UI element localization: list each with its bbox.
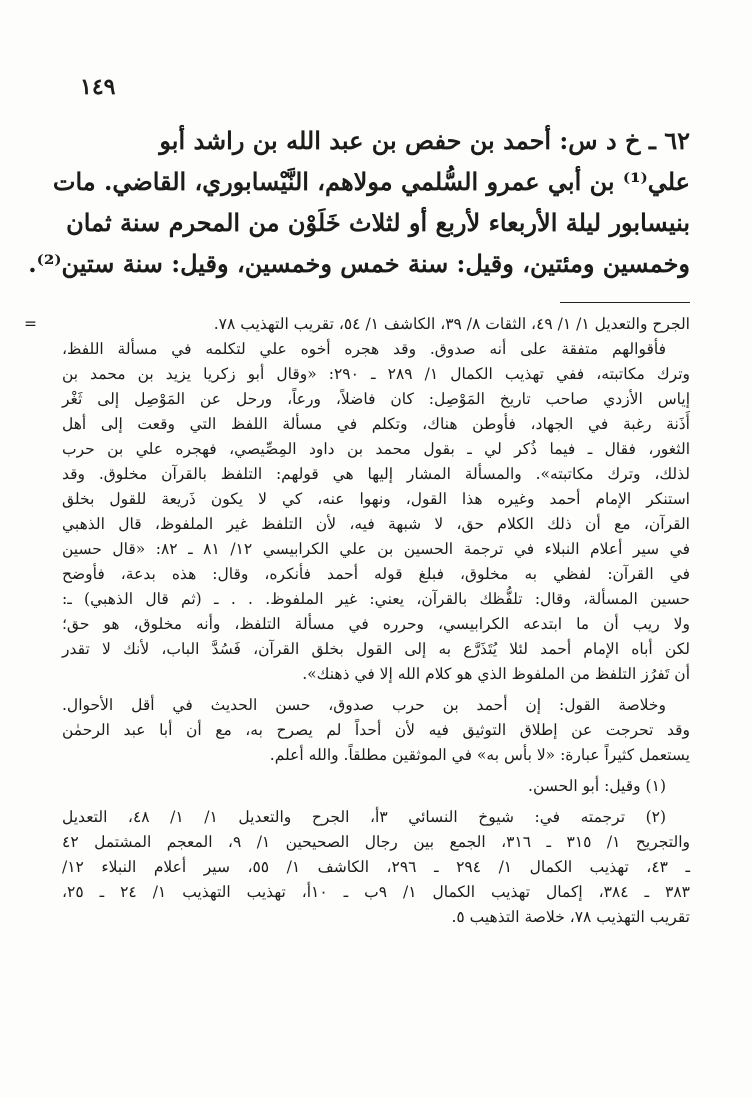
- footnotes-section: [24, 312, 691, 930]
- footnote-separator: [560, 302, 690, 303]
- footnote-line: لذلك، وترك مكاتبته». والمسألة المشار إليها هي قولهم: التلفظ بالقرآن مخلوق. وقد: [62, 465, 690, 483]
- footnote-2-line: والتجريح ١/ ٣١٥ ـ ٣١٦، الجمع بين رجال الصحيحين ١/ ٩، المعجم المشتمل ٤٢: [62, 833, 690, 851]
- footnote-line: ولا ريب أن ما ابتدعه الكرابيسي، وحرره في مسألة التلفظ، وأنه مخلوق، هو حق؛: [62, 615, 690, 633]
- entry-line: بنيسابور ليلة الأربعاء لأربع أو لثلاث خَلَوْن من المحرم سنة ثمان: [66, 208, 690, 237]
- entry-line: ٦٢ ـ خ د س: أحمد بن حفص بن عبد الله بن راشد أبو: [159, 126, 690, 155]
- footnote-2: [62, 805, 690, 930]
- footnote-line: فأقوالهم متفقة على أنه صدوق. وقد هجره أخوه علي لتكلمه في مسألة اللفظ،: [62, 340, 666, 358]
- footnote-2-line: ٣٨٣ ـ ٣٨٤، إكمال تهذيب الكمال ١/ ٩ب ـ ١٠أ، تهذيب التهذيب ١/ ٢٤ ـ ٢٥،: [62, 883, 690, 901]
- summary-line: يستعمل كثيراً عبارة: «لا بأس به» في الموثقين مطلقاً. والله أعلم.: [269, 746, 690, 764]
- footnote-line: الثغور، فقال ـ فيما ذُكر لي ـ بقول محمد بن داود المِصِّيصي، فهجره علي بن حرب: [62, 440, 690, 458]
- footnote-line: لكن أباه الإمام أحمد لئلا يُتَذَرَّع به إلى القول بخلق القرآن، فَسُدَّ الباب، لأنك لا تقدر: [62, 640, 690, 658]
- footnote-line: أن تَفرُز التلفظ من الملفوظ الذي هو كلام الله إلا في ذهنك».: [302, 665, 690, 683]
- page-number: ١٤٩: [80, 74, 116, 100]
- continuation-mark: =: [24, 315, 37, 333]
- footnote-line: إياس الأزدي صاحب تاريخ المَوْصِل: كان فاضلاً، ورعاً، ورحل عن المَوْصِل إلى ثَغْر: [62, 390, 690, 408]
- footnote-line: في القرآن: لفظي به مخلوق، فبلغ قوله أحمد فأنكره، وقال: هذه بدعة، فأوضح: [62, 565, 690, 583]
- summary-paragraph: [62, 693, 690, 768]
- footnote-line: في سير أعلام النبلاء في ترجمة الحسين بن علي الكرابيسي ١٢/ ٨١ ـ ٨٢: «قال حسين: [62, 540, 690, 558]
- biography-entry: [28, 120, 690, 284]
- footnote-line: القرآن، مع أن ذلك الكلام حق، لا شبهة فيه، لأن التلفظ غير الملفوظ، قال الذهبي: [62, 515, 690, 533]
- summary-line: وخلاصة القول: إن أحمد بن حرب صدوق، حسن الحديث في أقل الأحوال.: [62, 696, 666, 714]
- entry-line: وخمسين ومئتين، وقيل: سنة خمس وخمسين، وقيل: سنة ستين⁽²⁾.: [28, 249, 690, 278]
- footnote-2-line: تقريب التهذيب ٧٨، خلاصة التذهيب ٥.: [451, 908, 690, 926]
- footnote-1: [62, 774, 690, 799]
- footnote-1-text: (١) وقيل: أبو الحسن.: [528, 777, 666, 795]
- entry-line: علي⁽¹⁾ بن أبي عمرو السُّلمي مولاهم، النَّيْسابوري، القاضي. مات: [52, 167, 690, 196]
- footnote-2-line: ـ ٤٣، تهذيب الكمال ١/ ٢٩٤ ـ ٢٩٦، الكاشف ١/ ٥٥، سير أعلام النبلاء ١٢/: [62, 858, 691, 876]
- footnote-line: أَذَنة رغبة في الجهاد، فأوطن هناك، وتكلم في مسألة اللفظ التي وقعت إلى أهل: [62, 415, 690, 433]
- continued-footnote: [24, 312, 690, 687]
- footnote-line: الجرح والتعديل ١/ ١/ ٤٩، الثقات ٨/ ٣٩، الكاشف ١/ ٥٤، تقريب التهذيب ٧٨.: [213, 315, 690, 333]
- summary-line: وقد تحرجت عن إطلاق التوثيق فيه لأن أحداً لم يصرح به، مع أن أبا عبد الرحمٰن: [62, 721, 690, 739]
- footnote-line: حسين المسألة، وقال: تلفُّظك بالقرآن، يعني: غير الملفوظ. . . ـ (ثم قال الذهبي) ـ:: [62, 590, 690, 608]
- footnote-2-line: (٢) ترجمته في: شيوخ النسائي ٣أ، الجرح والتعديل ١/ ١/ ٤٨، التعديل: [62, 808, 667, 826]
- footnote-line: استنكر الإمام أحمد وغيره هذا القول، ونهوا عنه، كي لا يكون ذَريعة للقول بخلق: [62, 490, 690, 508]
- footnote-line: وترك مكاتبته، ففي تهذيب الكمال ١/ ٢٨٩ ـ ٢٩٠: «وقال أبو زكريا يزيد بن محمد بن: [62, 365, 690, 383]
